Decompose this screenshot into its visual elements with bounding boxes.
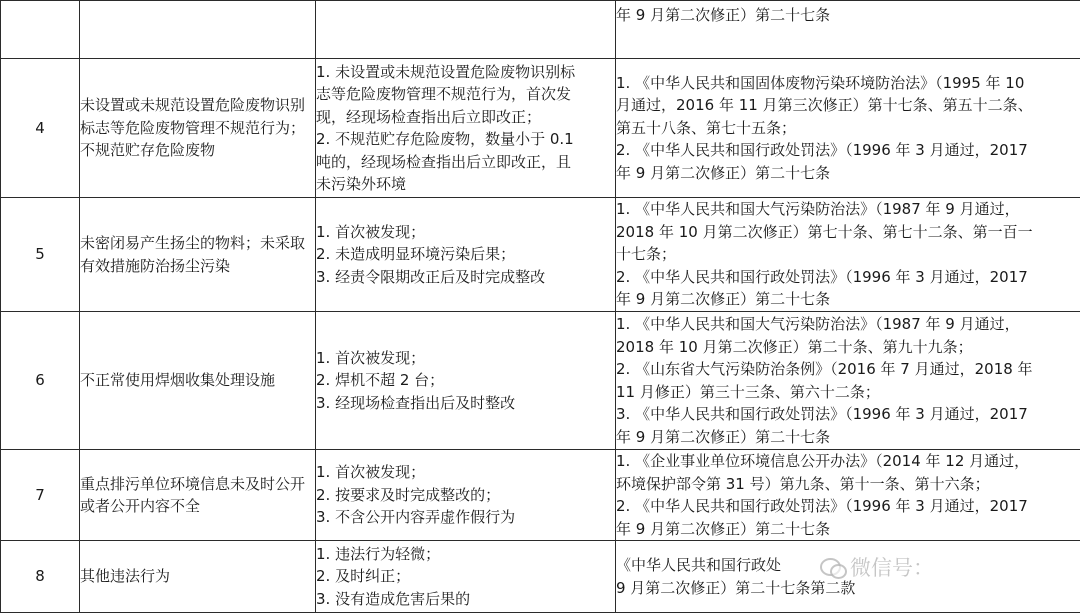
legal-basis-cell	[616, 312, 1080, 450]
row-number	[1, 1, 80, 59]
basis-line: 11 月修正）第三十三条、第六十二条；	[616, 382, 880, 401]
table-row	[1, 1, 1080, 59]
condition-line: 3. 经现场检查指出后及时整改	[316, 393, 516, 412]
basis-line: 1. 《中华人民共和国固体废物污染环境防治法》（1995 年 10	[616, 73, 1025, 92]
basis-line: 环境保护部令第 31 号）第九条、第十一条、第十六条；	[616, 474, 990, 493]
condition-line: 2. 及时纠正；	[316, 567, 411, 586]
row-number: 8	[1, 541, 80, 613]
basis-line: 3. 《中华人民共和国行政处罚法》（1996 年 3 月通过，2017	[616, 405, 1028, 423]
conditions-cell	[316, 1, 616, 59]
basis-line: 1. 《企业事业单位环境信息公开办法》（2014 年 12 月通过，	[616, 452, 1030, 470]
violation-text: 重点排污单位环境信息未及时公开或者公开内容不全	[80, 474, 306, 515]
legal-basis-cell	[616, 450, 1080, 541]
row-number: 4	[1, 59, 80, 198]
violation-cell	[80, 198, 316, 312]
basis-line: 年 9 月第二次修正）第二十七条	[616, 290, 831, 309]
basis-line: 《中华人民共和国行政处	[616, 556, 782, 574]
table-row	[1, 312, 1080, 450]
table-row	[1, 541, 1080, 613]
condition-line: 吨的，经现场检查指出后立即改正，且	[316, 152, 572, 171]
violation-cell	[80, 450, 316, 541]
table-row	[1, 450, 1080, 541]
condition-line: 3. 不含公开内容弄虚作假行为	[316, 508, 516, 527]
condition-line: 志等危险废物管理不规范行为，首次发	[316, 85, 572, 103]
violation-text: 未密闭易产生扬尘的物料；未采取有效措施防治扬尘污染	[80, 234, 306, 275]
violation-text: 不正常使用焊烟收集处理设施	[80, 371, 276, 390]
conditions-cell	[316, 198, 616, 312]
condition-line: 1. 首次被发现；	[316, 222, 426, 241]
condition-line: 未污染外环境	[316, 175, 407, 193]
basis-line: 年 9 月第二次修正）第二十七条	[616, 519, 831, 538]
condition-line: 2. 焊机不超 2 台；	[316, 371, 445, 390]
violation-text: 其他违法行为	[80, 567, 171, 586]
conditions-cell	[316, 59, 616, 198]
basis-line: 第五十八条、第七十五条；	[616, 118, 797, 137]
legal-basis-cell	[616, 541, 1080, 613]
condition-line: 现，经现场检查指出后立即改正；	[316, 107, 542, 126]
violation-cell	[80, 312, 316, 450]
basis-line: 年 9 月第二次修正）第二十七条	[616, 427, 831, 446]
basis-line: 2. 《中华人民共和国行政处罚法》（1996 年 3 月通过，2017	[616, 267, 1028, 286]
basis-line: 1. 《中华人民共和国大气污染防治法》（1987 年 9 月通过，	[616, 200, 1020, 219]
violation-text: 未设置或未规范设置危险废物识别标志等危险废物管理不规范行为；不规范贮存危险废物	[80, 96, 306, 160]
legal-basis-cell	[616, 1, 1080, 59]
conditions-cell	[316, 312, 616, 450]
conditions-cell	[316, 541, 616, 613]
basis-line: 2018 年 10 月第二次修正）第七十条、第七十二条、第一百一	[616, 222, 1033, 241]
condition-line: 2. 未造成明显环境污染后果；	[316, 245, 516, 264]
basis-line: 9 月第二次修正）第二十七条第二款	[616, 578, 856, 597]
row-number: 5	[1, 198, 80, 312]
table-row	[1, 59, 1080, 198]
legal-basis-cell	[616, 59, 1080, 198]
basis-line: 1. 《中华人民共和国大气污染防治法》（1987 年 9 月通过，	[616, 315, 1020, 333]
violation-cell	[80, 1, 316, 59]
condition-line: 2. 不规范贮存危险废物，数量小于 0.1	[316, 130, 574, 148]
legal-basis-cell	[616, 198, 1080, 312]
condition-line: 1. 违法行为轻微；	[316, 544, 441, 563]
basis-line: 年 9 月第二次修正）第二十七条	[616, 163, 831, 182]
condition-line: 1. 首次被发现；	[316, 463, 426, 482]
basis-line: 2. 《中华人民共和国行政处罚法》（1996 年 3 月通过，2017	[616, 497, 1028, 515]
condition-line: 1. 首次被发现；	[316, 348, 426, 367]
violation-cell	[80, 541, 316, 613]
row-number: 7	[1, 450, 80, 541]
condition-line: 3. 没有造成危害后果的	[316, 589, 471, 608]
conditions-cell	[316, 450, 616, 541]
basis-line: 十七条；	[616, 245, 677, 264]
basis-line: 年 9 月第二次修正）第二十七条	[616, 6, 831, 24]
basis-line: 2018 年 10 月第二次修正）第二十条、第九十九条；	[616, 337, 973, 356]
condition-line: 1. 未设置或未规范设置危险废物识别标	[316, 62, 576, 81]
basis-line: 2. 《中华人民共和国行政处罚法》（1996 年 3 月通过，2017	[616, 141, 1028, 160]
watermark-text: 微信号：	[850, 556, 934, 580]
basis-line: 月通过，2016 年 11 月第三次修正）第十七条、第五十二条、	[616, 96, 1033, 115]
condition-line: 3. 经责令限期改正后及时完成整改	[316, 267, 546, 286]
violation-cell	[80, 59, 316, 198]
basis-line: 2. 《山东省大气污染防治条例》（2016 年 7 月通过，2018 年	[616, 360, 1033, 378]
condition-line: 2. 按要求及时完成整改的；	[316, 485, 501, 504]
row-number: 6	[1, 312, 80, 450]
table-row	[1, 198, 1080, 312]
